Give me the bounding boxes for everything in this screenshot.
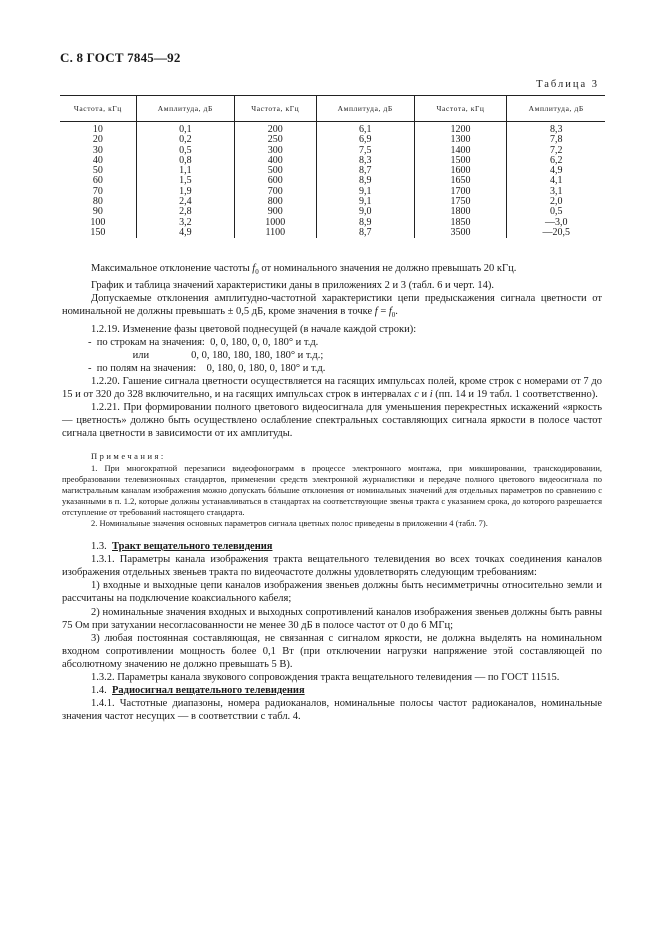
note-item: 1. При многократной перезаписи видеофонограмм в процессе электронного монтажа, при микшировании, транскодировании, преобразовании телевизионных стандартов, применении средств электронной журналистики и передаче полного цветового видеосигнала по магистральным каналам изображения можно допускать бóльшие отклонения от номинальных значений для отдельных параметров по сравнению с указанными в п. 1.2, которые должны устанавливаться в стандартах на соответствующие звенья тракта с указанием срока, до которого разрешается отступление от требований настоящего стандарта. — [62, 462, 602, 517]
table-cell: 500 — [234, 166, 316, 176]
table-cell: 8,9 — [316, 176, 414, 186]
table-header-row — [60, 96, 605, 122]
clause-1-3-1: 1.3.1. Параметры канала изображения тракта вещательного телевидения во всех точках соединения каналов изображения отдельных звеньев тракта по видеочастоте должны удовлетворять следующим требованиям: — [62, 554, 602, 579]
table-cell: 100 — [90, 216, 106, 228]
table-cell: 250 — [234, 135, 316, 145]
table-cell: 900 — [234, 207, 316, 217]
table-cell: 800 — [234, 197, 316, 207]
table-cell: 300 — [234, 146, 316, 156]
section-title: Тракт вещательного телевидения — [112, 541, 273, 553]
table-cell: 150 — [90, 226, 106, 238]
paragraph: Допускаемые отклонения амплитудно-частотной характеристики цепи предыскажения сигнала цветности от номинальной не должны превышать ± 0,5 дБ, кроме значения в точке $f = f_0$. — [62, 293, 602, 320]
table-cell: 1000 — [234, 218, 316, 228]
table-cell: 4,1 — [507, 176, 605, 186]
table-row — [60, 197, 605, 207]
list-item: 1) входные и выходные цепи каналов изображения звеньев должны быть несимметричны относительно земли и рассчитаны на подключение коаксиального кабеля; — [62, 580, 602, 605]
table-cell: 1,1 — [136, 166, 234, 176]
table-cell: 1100 — [234, 228, 316, 238]
table-cell: 1400 — [414, 146, 507, 156]
page-header: С. 8 ГОСТ 7845—92 — [60, 50, 181, 65]
table-cell: 10 — [92, 124, 103, 135]
table-cell: 1300 — [414, 135, 507, 145]
table-cell: 3,1 — [507, 187, 605, 197]
table-cell: 8,7 — [316, 166, 414, 176]
table-cell: 9,1 — [316, 197, 414, 207]
table-cell: 9,0 — [316, 207, 414, 217]
table-cell: 8,7 — [316, 228, 414, 238]
section-title: Радиосигнал вещательного телевидения — [112, 685, 305, 697]
table-cell: 1700 — [414, 187, 507, 197]
table-cell: 70 — [92, 185, 103, 197]
table-cell: 80 — [92, 196, 103, 208]
table-body — [60, 122, 605, 239]
column-header: Частота, кГц — [60, 96, 136, 122]
table-cell: 0,2 — [136, 135, 234, 145]
section-heading: 1.4. Радиосигнал вещательного телевидения — [91, 685, 305, 697]
list-item: - по строкам на значения: 0, 0, 180, 0, 0, 180° и т.д. — [88, 336, 319, 348]
table-cell: 7,2 — [507, 146, 605, 156]
table-cell: 0,5 — [507, 207, 605, 217]
table-cell: 6,2 — [507, 156, 605, 166]
table-cell: 7,5 — [316, 146, 414, 156]
table-cell: 4,9 — [507, 166, 605, 176]
clause-1-3-2: 1.3.2. Параметры канала звукового сопровождения тракта вещательного телевидения — по ГОСТ 11515. — [91, 672, 560, 683]
table-cell: 30 — [92, 144, 103, 156]
clause-1-4-1: 1.4.1. Частотные диапазоны, номера радиоканалов, номинальные полосы частот радиоканалов, номинальные значения частот несущих — в соответствии с табл. 4. — [62, 698, 602, 723]
table-cell: —20,5 — [507, 228, 605, 238]
table-row — [60, 156, 605, 166]
table-cell: 200 — [234, 122, 316, 136]
table-cell: 600 — [234, 176, 316, 186]
notes-block — [62, 451, 602, 529]
note-item: 2. Номинальные значения основных параметров сигнала цветных полос приведены в приложении 4 (табл. 7). — [91, 517, 488, 528]
table-row — [60, 135, 605, 145]
column-header: Амплитуда, дБ — [136, 96, 234, 122]
table-row — [60, 176, 605, 186]
table-cell: 40 — [92, 154, 103, 166]
table-cell: 0,5 — [136, 146, 234, 156]
list-item: 3) любая постоянная составляющая, не связанная с сигналом яркости, не должна выделять на номинальном входном сопротивлении мощность более 0,1 Вт (при отключении нагрузки напряжение этой составляющей по абсолютному значению не должно превышать 5 В). — [62, 632, 602, 670]
table-cell: 8,9 — [316, 218, 414, 228]
paragraph: Максимальное отклонение частоты $f_0$ от номинального значения не должно превышать 20 кГц. — [91, 263, 517, 277]
table-cell: 9,1 — [316, 187, 414, 197]
table-cell: 1800 — [414, 207, 507, 217]
table-cell: 1750 — [414, 197, 507, 207]
table-cell: 50 — [92, 165, 103, 177]
table-cell: 7,8 — [507, 135, 605, 145]
frequency-amplitude-table — [60, 95, 605, 238]
list-item: 2) номинальные значения входных и выходных сопротивлений каналов изображения звеньев должны быть равны 75 Ом при затухании несогласованности не менее 30 дБ в полосе частот от 0 до 6 МГц; — [62, 606, 602, 631]
column-header: Амплитуда, дБ — [507, 96, 605, 122]
paragraph: График и таблица значений характеристики даны в приложениях 2 и 3 (табл. 6 и черт. 14). — [91, 280, 494, 292]
table-cell: 1600 — [414, 166, 507, 176]
column-header: Амплитуда, дБ — [316, 96, 414, 122]
table-cell: 400 — [234, 156, 316, 166]
table-row — [60, 207, 605, 217]
table-cell: 20 — [92, 134, 103, 146]
clause-1-2-21: 1.2.21. При формировании полного цветового видеосигнала для уменьшения перекрестных искажений «яркость — цветность» должно быть осуществлено ослабление спектральных составляющих сигнала яркости в полосе частот сигнала цветности в зависимости от их амплитуды. — [62, 402, 602, 440]
table-cell: 8,3 — [507, 122, 605, 136]
table-cell: 2,8 — [136, 207, 234, 217]
table-cell: 2,0 — [507, 197, 605, 207]
table-cell: 1,5 — [136, 176, 234, 186]
table-cell: 6,1 — [316, 122, 414, 136]
table-row — [60, 146, 605, 156]
column-header: Частота, кГц — [414, 96, 507, 122]
table-cell: 6,9 — [316, 135, 414, 145]
table-cell: 90 — [92, 206, 103, 218]
table-row — [60, 218, 605, 228]
table-cell: 0,8 — [136, 156, 234, 166]
table-cell: 0,1 — [136, 122, 234, 136]
table-cell: 4,9 — [136, 228, 234, 238]
table-cell: 1,9 — [136, 187, 234, 197]
table-cell: 700 — [234, 187, 316, 197]
table-cell: 1650 — [414, 176, 507, 186]
clause-1-2-19: 1.2.19. Изменение фазы цветовой поднесущей (в начале каждой строки): — [91, 323, 417, 335]
table-cell: —3,0 — [507, 218, 605, 228]
table-row — [60, 166, 605, 176]
table-cell: 2,4 — [136, 197, 234, 207]
section-heading: 1.3. Тракт вещательного телевидения — [91, 541, 273, 553]
clause-1-2-20: 1.2.20. Гашение сигнала цветности осуществляется на гасящих импульсах полей, кроме строк с номерами от 7 до 15 и от 320 до 328 включительно, и на гасящих импульсах строк в интервалах c и i (пп. 14 и 19 табл. 1 соответственно). — [62, 375, 602, 401]
column-header: Частота, кГц — [234, 96, 316, 122]
body-text — [62, 262, 602, 723]
table-cell: 3500 — [414, 228, 507, 238]
table-cell: 1850 — [414, 218, 507, 228]
table-cell: 1200 — [414, 122, 507, 136]
table-row — [60, 228, 605, 238]
table-caption: Таблица 3 — [536, 79, 599, 90]
notes-title: Примечания: — [91, 451, 166, 462]
table-cell: 1500 — [414, 156, 507, 166]
list-item: или 0, 0, 180, 180, 180, 180° и т.д.; — [88, 349, 324, 361]
table-row — [60, 187, 605, 197]
table-row — [60, 122, 605, 136]
list-item: - по полям на значения: 0, 180, 0, 180, 0, 180° и т.д. — [88, 362, 326, 374]
table-cell: 3,2 — [136, 218, 234, 228]
table-cell: 8,3 — [316, 156, 414, 166]
table-cell: 60 — [92, 175, 103, 187]
